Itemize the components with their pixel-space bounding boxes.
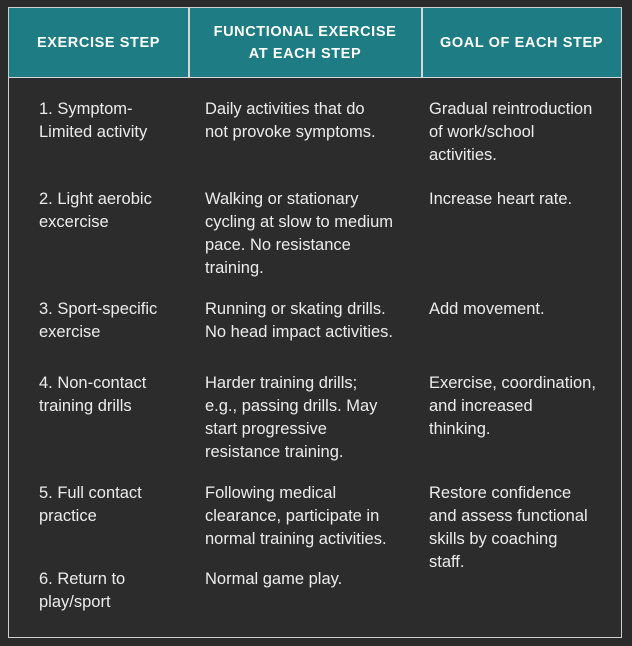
row-2-exercise: Walking or stationary cycling at slow to medium pace. No resistance training. bbox=[205, 190, 393, 277]
header-exercise-step: EXERCISE STEP bbox=[36, 35, 161, 51]
row-4-exercise: Harder training drills; e.g., passing drills. May start progressive resistance training. bbox=[205, 374, 378, 461]
row-1-exercise: Daily activities that do not provoke symptoms. bbox=[205, 100, 376, 141]
row-6-step: 6. Return to play/sport bbox=[39, 570, 126, 611]
header-goal: GOAL OF EACH STEP bbox=[439, 35, 603, 51]
row-3-step: 3. Sport-specific exercise bbox=[39, 300, 158, 341]
row-1-step: 1. Symptom- Limited activity bbox=[39, 100, 148, 141]
row-5-goal: Restore confidence and assess functional skills by coaching staff. bbox=[429, 484, 588, 571]
row-2-goal: Increase heart rate. bbox=[429, 190, 573, 208]
row-4-goal: Exercise, coordination, and increased thinking. bbox=[429, 374, 596, 438]
row-2-step: 2. Light aerobic excercise bbox=[39, 190, 152, 231]
row-5-exercise: Following medical clearance, participate in normal training activities. bbox=[205, 484, 387, 548]
header-functional-exercise: FUNCTIONAL EXERCISE AT EACH STEP bbox=[213, 24, 397, 62]
row-3-goal: Add movement. bbox=[429, 300, 545, 318]
row-4-step: 4. Non-contact training drills bbox=[39, 374, 147, 415]
exercise-table bbox=[8, 7, 622, 638]
table-header bbox=[9, 8, 621, 78]
row-1-goal: Gradual reintroduction of work/school activities. bbox=[429, 100, 593, 164]
row-3-exercise: Running or skating drills. No head impact activities. bbox=[205, 300, 394, 341]
row-5-step: 5. Full contact practice bbox=[39, 484, 142, 525]
row-6-exercise: Normal game play. bbox=[205, 570, 343, 588]
